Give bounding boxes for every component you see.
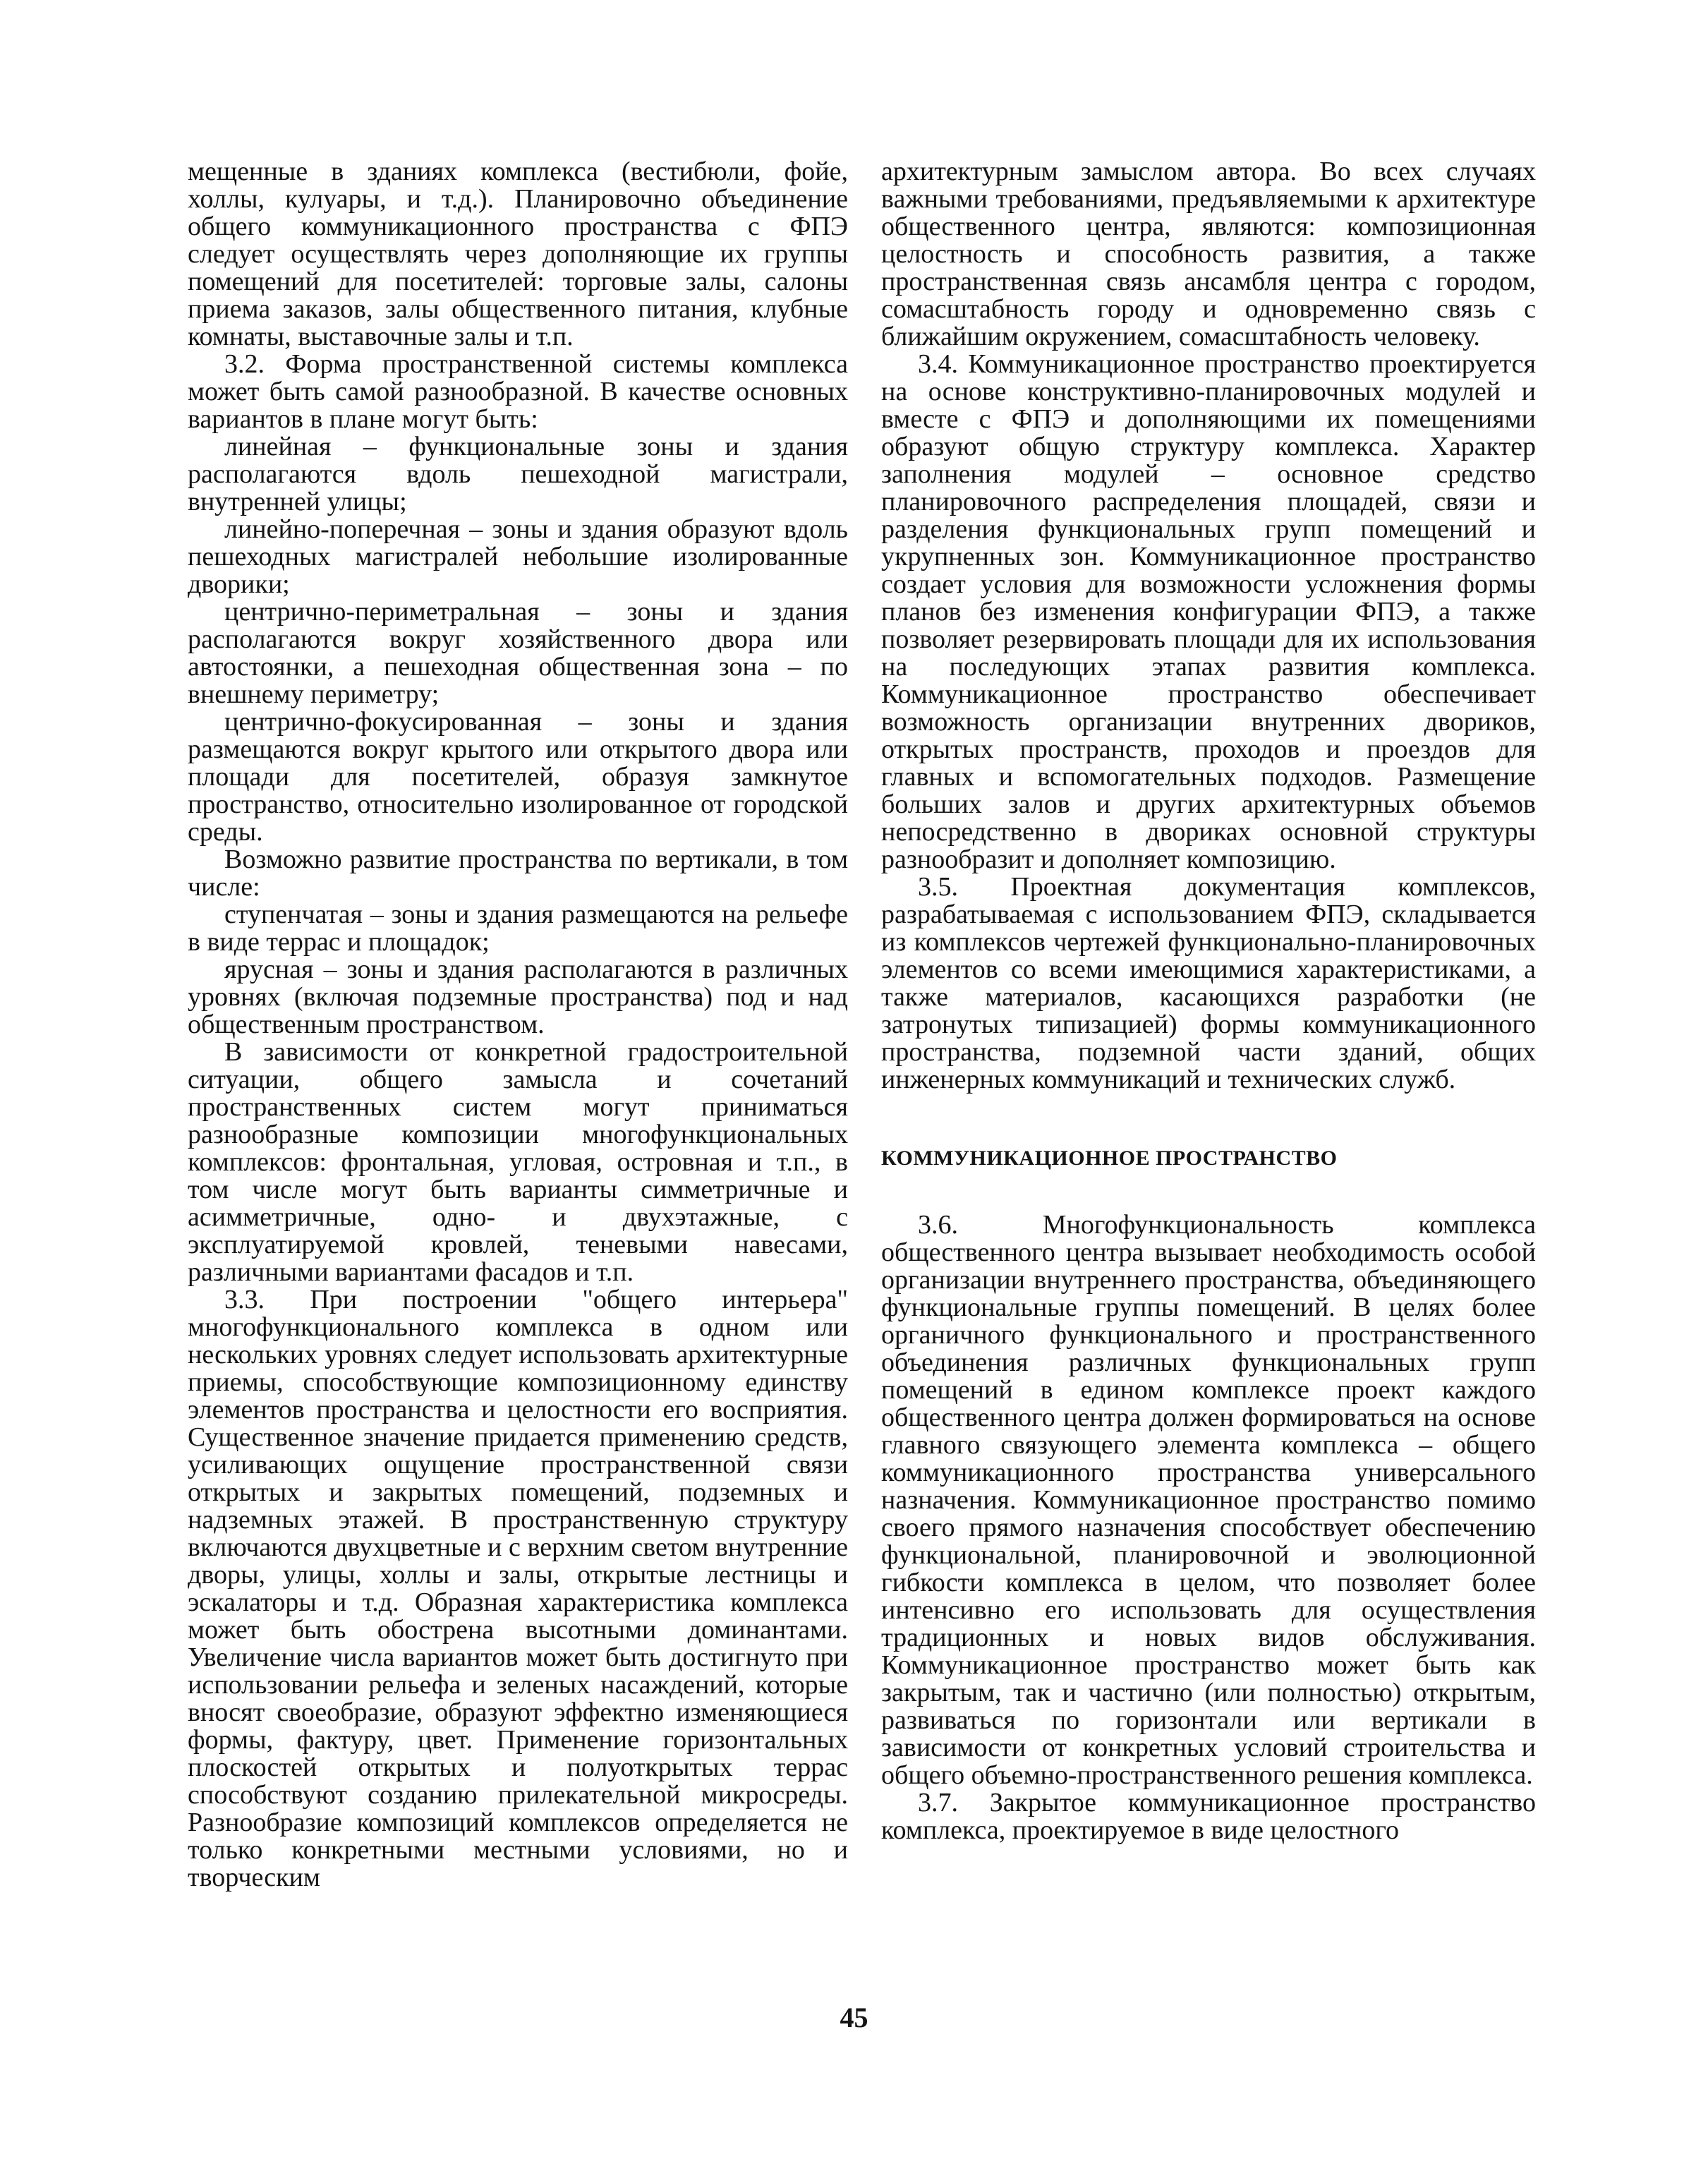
option-linear: линейная – функциональные зоны и здания располагаются вдоль пешеходной магистрали, внутренней улицы; [188,432,848,516]
option-tiered: ярусная – зоны и здания располагаются в различных уровнях (включая подземные пространства) под и над общественным пространством. [188,955,848,1039]
paragraph-compositions: В зависимости от конкретной градостроительной ситуации, общего замысла и сочетаний пространственных систем могут приниматься разнообразные композиции многофункциональных комплексов: фронтальная, угловая, островная и т.п., в том числе могут быть варианты симметричные и асимметричные, одно- и двухэтажные, с эксплуатируемой кровлей, теневыми навесами, различными вариантами фасадов и т.п. [188,1037,848,1287]
paragraph-continuation: мещенные в зданиях комплекса (вестибюли, фойе, холлы, кулуары, и т.д.). Планировочно объединение общего коммуникационного пространства с ФПЭ следует осуществлять через дополняющие их группы помещений для посетителей: торговые залы, салоны приема заказов, залы общественного питания, клубные комнаты, выставочные залы и т.п. [188,157,848,351]
option-central-focused: центрично-фокусированная – зоны и здания размещаются вокруг крытого или открытого двора или площади для посетителей, образуя замкнутое пространство, относительно изолированное от городской среды. [188,707,848,847]
section-heading: КОММУНИКАЦИОННОЕ ПРОСТРАНСТВО [881,1146,1338,1170]
paragraph-continuation-right: архитектурным замыслом автора. Во всех случаях важными требованиями, предъявляемыми к архитектуре общественного центра, являются: композиционная целостность и способность развития, а также пространственная связь ансамбля центра с городом, сомасштабность городу и одновременно связь с ближайшим окружением, сомасштабность человеку. [881,157,1536,351]
paragraph-3-6: 3.6. Многофункциональность комплекса общественного центра вызывает необходимость особой организации внутреннего пространства, объединяющего функциональные группы помещений. В целях более органичного функционального и пространственного объединения различных функциональных групп помещений в едином комплексе проект каждого общественного центра должен формироваться на основе главного связующего элемента комплекса – общего коммуникационного пространства универсального назначения. Коммуникационное пространство помимо своего прямого назначения способствует обеспечению функциональной, планировочной и эволюционной гибкости комплекса в целом, что позволяет более интенсивно его использовать для осуществления традиционных и новых видов обслуживания. Коммуникационное пространство может быть как закрытым, так и частично (или полностью) открытым, развиваться по горизонтали или вертикали в зависимости от конкретных условий строительства и общего объемно-пространственного решения комплекса. [881,1210,1536,1790]
right-column [881,158,1536,1844]
left-column [188,158,848,1892]
option-stepped: ступенчатая – зоны и здания размещаются на рельефе в виде террас и площадок; [188,900,848,957]
paragraph-3-5: 3.5. Проектная документация комплексов, разрабатываемая с использованием ФПЭ, складывается из комплексов чертежей функционально-планировочных элементов со всеми имеющимися характеристиками, а также материалов, касающихся разработки (не затронутых типизацией) формы коммуникационного пространства, подземной части зданий, общих инженерных коммуникаций и технических служб. [881,872,1536,1094]
paragraph-3-7: 3.7. Закрытое коммуникационное пространство комплекса, проектируемое в виде целостного [881,1788,1536,1845]
paragraph-3-3: 3.3. При построении "общего интерьера" многофункционального комплекса в одном или нескольких уровнях следует использовать архитектурные приемы, способствующие композиционному единству элементов пространства и целостности его восприятия. Существенное значение придается применению средств, усиливающих ощущение пространственной связи открытых и закрытых помещений, подземных и надземных этажей. В пространственную структуру включаются двухцветные и с верхним светом внутренние дворы, улицы, холлы и залы, открытые лестницы и эскалаторы и т.д. Образная характеристика комплекса может быть обострена высотными доминантами. Увеличение числа вариантов может быть достигнуто при использовании рельефа и зеленых насаждений, которые вносят своеобразие, образуют эффектно изменяющиеся формы, фактуру, цвет. Применение горизонтальных плоскостей открытых и полуоткрытых террас способствуют созданию прилекательной микросреды. Разнообразие композиций комплексов определяется не только конкретными местными условиями, но и творческим [188,1285,848,1892]
option-central-perimeter: центрично-периметральная – зоны и здания располагаются вокруг хозяйственного двора или автостоянки, а пешеходная общественная зона – по внешнему периметру; [188,597,848,709]
option-linear-transverse: линейно-поперечная – зоны и здания образуют вдоль пешеходных магистралей небольшие изолированные дворики; [188,514,848,599]
paragraph-3-2: 3.2. Форма пространственной системы комплекса может быть самой разнообразной. В качестве основных вариантов в плане могут быть: [188,349,848,434]
paragraph-vertical-development: Возможно развитие пространства по вертикали, в том числе: [188,845,848,902]
paragraph-3-4: 3.4. Коммуникационное пространство проектируется на основе конструктивно-планировочных модулей и вместе с ФПЭ и дополняющими их помещениями образуют общую структуру комплекса. Характер заполнения модулей – основное средство планировочного распределения площадей, связи и разделения функциональных групп помещений и укрупненных зон. Коммуникационное пространство создает условия для возможности усложнения формы планов без изменения конфигурации ФПЭ, а также позволяет резервировать площади для их использования на последующих этапах развития комплекса. Коммуникационное пространство обеспечивает возможность организации внутренних двориков, открытых пространств, проходов и проездов для главных и вспомогательных подходов. Размещение больших залов и других архитектурных объемов непосредственно в двориках основной структуры разнообразит и дополняет композицию. [881,349,1536,874]
page-number: 45 [840,2002,868,2033]
